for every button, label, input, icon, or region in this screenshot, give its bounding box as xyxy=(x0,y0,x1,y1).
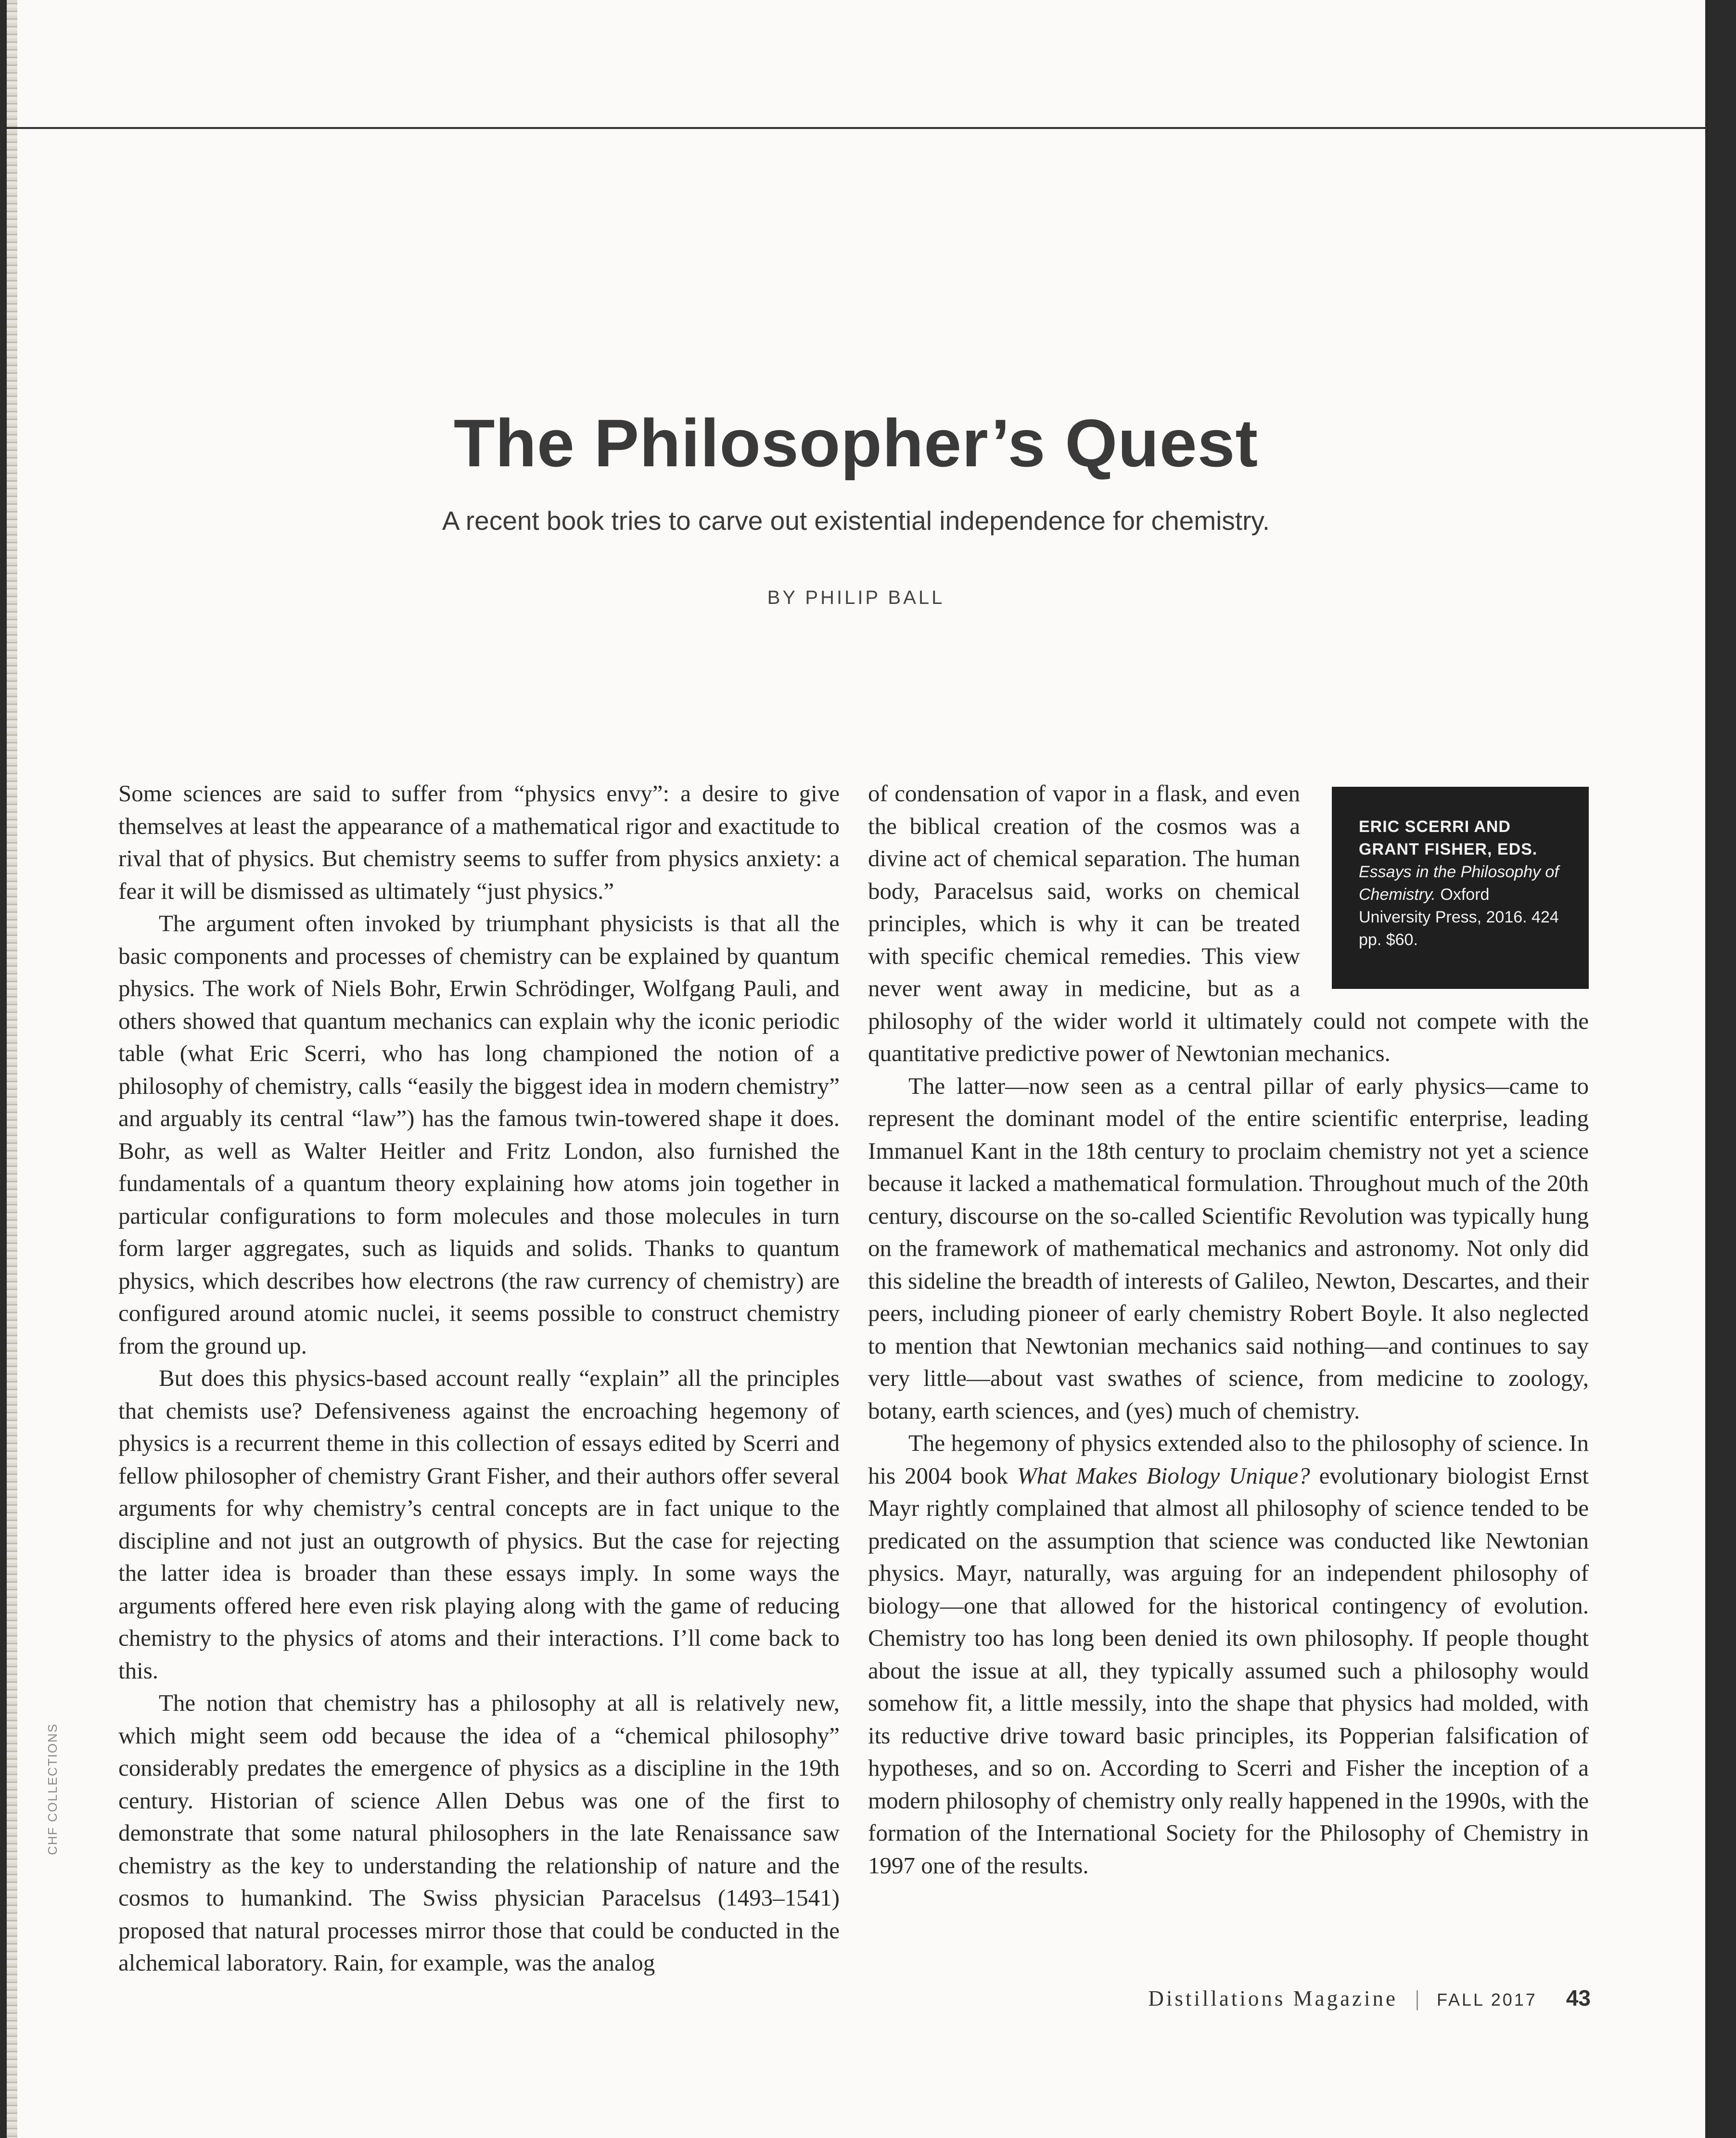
right-column xyxy=(868,777,1589,1882)
paragraph xyxy=(868,777,1589,1070)
paragraph xyxy=(868,1427,1589,1882)
book-title: Essays in the Philosophy of Chemistry. xyxy=(1359,863,1559,904)
article-title: The Philosopher’s Quest xyxy=(453,405,1259,481)
page-spine-edge xyxy=(7,0,17,2138)
article-subtitle: A recent book tries to carve out existential independence for chemistry. xyxy=(442,506,1270,536)
issue-label: FALL 2017 xyxy=(1437,1990,1537,2010)
book-publisher: Oxford University Press, 2016. xyxy=(1359,885,1527,926)
paragraph: The argument often invoked by triumphant physicists is that all the basic components and processes of chemistry can be explained by quantum physics. The work of Niels Bohr, Erwin Schrödinger, Wolfgang Pauli, and others showed that quantum mechanics can explain why the iconic periodic table (what Eric Scerri, who has long championed the notion of a philosophy of chemistry, calls “easily the biggest idea in modern chemistry” and arguably its central “law”) has the famous twin-towered shape it does. Bohr, as well as Walter Heitler and Fritz London, also furnished the fundamentals of a quantum theory explaining how atoms join together in particular configurations to form molecules and those molecules in turn form larger aggregates, such as liquids and solids. Thanks to quantum physics, which describes how electrons (the raw currency of chemistry) are configured around atomic nuclei, it seems possible to construct chemistry from the ground up. xyxy=(118,910,840,1359)
book-authors: ERIC SCERRI AND GRANT FISHER, EDS. xyxy=(1359,818,1538,858)
header-rule xyxy=(7,127,1705,129)
book-details: 424 pp. $60. xyxy=(1359,908,1559,949)
page-number: 43 xyxy=(1566,1985,1591,2010)
paragraph-text: The hegemony of physics extended also to the philosophy of science. In his 2004 book xyxy=(868,1430,1589,1489)
paragraph: The latter—now seen as a central pillar of early physics—came to represent the dominant model of the entire scientific enterprise, leading Immanuel Kant in the 18th century to proclaim chemistry not yet a science because it lacked a mathematical formulation. Throughout much of the 20th century, discourse on the so-called Scientific Revolution was typically hung on the framework of mathematical mechanics and astronomy. Not only did this sideline the breadth of interests of Galileo, Newton, Descartes, and their peers, including pioneer of early chemistry Robert Boyle. It also neglected to mention that Newtonian mechanics said nothing—and continues to say very little—about vast swathes of science, from medicine to zoology, botany, earth sciences, and (yes) much of chemistry. xyxy=(868,1072,1589,1424)
book-info-sidebar xyxy=(1332,787,1589,989)
left-column xyxy=(118,777,840,1979)
cited-book-title: What Makes Biology Unique? xyxy=(1017,1462,1310,1489)
page-footer xyxy=(1148,1985,1591,2011)
magazine-page xyxy=(7,0,1705,2138)
footer-separator: | xyxy=(1415,1986,1420,2010)
paragraph: But does this physics-based account really “explain” all the principles that chemists use? Defensiveness against the encroaching hegemony of physics is a recurrent theme in this collection of essays edited by Scerri and fellow philosopher of chemistry Grant Fisher, and their authors offer several arguments for why chemistry’s central concepts are in fact unique to the discipline and not just an outgrowth of physics. But the case for rejecting the latter idea is broader than these essays imply. In some ways the arguments offered here even risk playing along with the game of reducing chemistry to the physics of atoms and their interactions. I’ll come back to this. xyxy=(118,1365,840,1684)
paragraph-text: of condensation of vapor in a flask, and even the biblical creation of the cosmos was a divine act of chemical separation. The human body, Paracelsus said, works on chemical principles, which is why it can be treated with specific chemical remedies. This view never went away in medicine, but as a philosophy of the wider world it ultimately could not compete with the quantitative predictive power of Newtonian mechanics. xyxy=(868,780,1589,1066)
paragraph: Some sciences are said to suffer from “physics envy”: a desire to give themselves at least the appearance of a mathematical rigor and exactitude to rival that of physics. But chemistry seems to suffer from physics anxiety: a fear it will be dismissed as ultimately “just physics.” xyxy=(118,780,840,904)
image-credit-label: CHF COLLECTIONS xyxy=(45,1723,60,1855)
paragraph-text: evolutionary biologist Ernst Mayr rightly complained that almost all philosophy of science tended to be predicated on the assumption that science was conducted like Newtonian physics. Mayr, naturally, was arguing for an independent philosophy of biology—one that allowed for the historical contingency of evolution. Chemistry too has long been denied its own philosophy. If people thought about the issue at all, they typically assumed such a philosophy would somehow fit, a little messily, into the shape that physics had molded, with its reductive drive toward basic principles, its Popperian falsification of hypotheses, and so on. According to Scerri and Fisher the inception of a modern philosophy of chemistry only really happened in the 1990s, with the formation of the International Society for the Philosophy of Chemistry in 1997 one of the results. xyxy=(868,1462,1589,1879)
magazine-name: Distillations Magazine xyxy=(1148,1986,1398,2010)
article-byline: BY PHILIP BALL xyxy=(767,587,945,608)
paragraph: The notion that chemistry has a philosophy at all is relatively new, which might seem odd because the idea of a “chemical philosophy” considerably predates the emergence of physics as a discipline in the 19th century. Historian of science Allen Debus was one of the first to demonstrate that some natural philosophers in the late Renaissance saw chemistry as the key to understanding the relationship of nature and the cosmos to humankind. The Swiss physician Paracelsus (1493–1541) proposed that natural processes mirror those that could be conducted in the alchemical laboratory. Rain, for example, was the analog xyxy=(118,1690,840,1976)
